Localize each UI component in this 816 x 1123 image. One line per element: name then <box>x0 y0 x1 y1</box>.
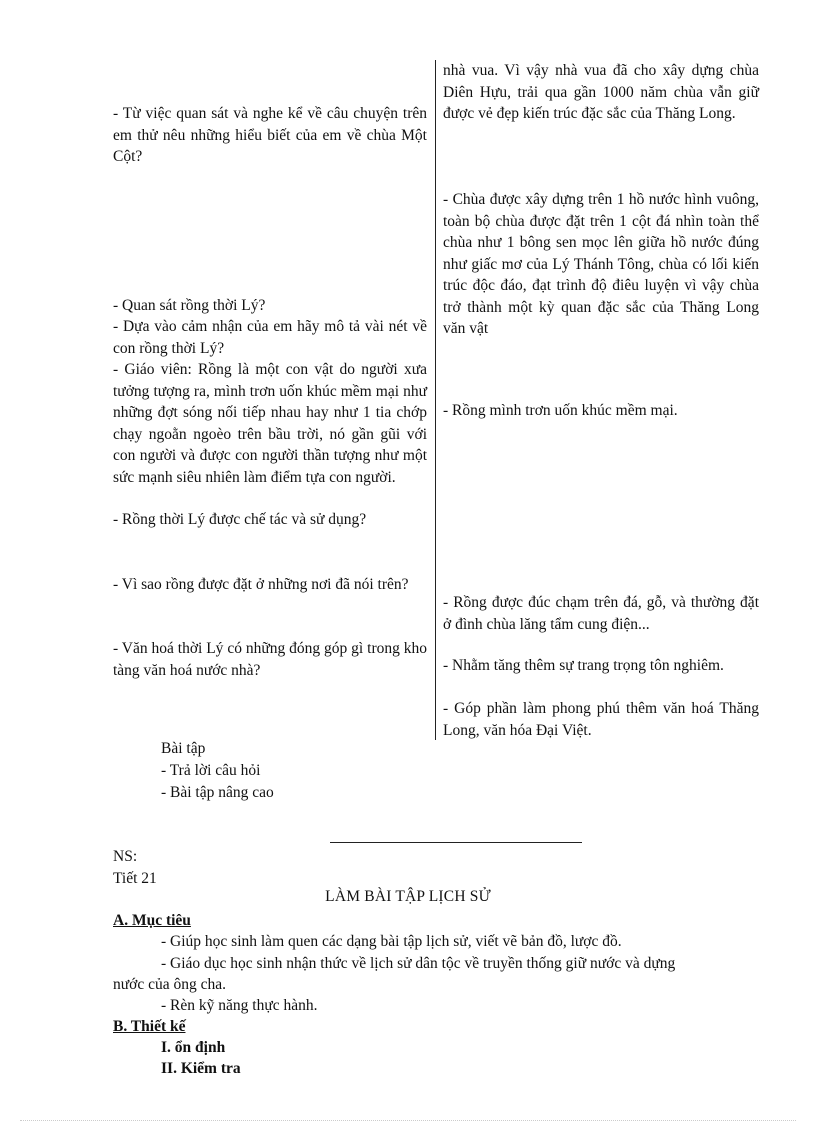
section-b-heading: B. Thiết kế <box>113 1018 186 1035</box>
answer-dien-huu-pagoda: nhà vua. Vì vậy nhà vua đã cho xây dựng chùa Diên Hựu, trải qua gần 1000 năm chùa vẫn giữ được vẻ đẹp kiến trúc đặc sắc của Thăng Long. <box>443 62 759 122</box>
column-divider <box>435 60 436 740</box>
question-dragon-usage: - Rồng thời Lý được chế tác và sử dụng? <box>113 511 367 528</box>
objective-3: - Rèn kỹ năng thực hành. <box>161 997 318 1014</box>
page-bottom-edge <box>20 1120 796 1121</box>
objective-2-line-2: nước của ông cha. <box>113 976 226 993</box>
answer-dragon-carving: - Rồng được đúc chạm trên đá, gỗ, và thường đặt ở đình chùa lăng tẩm cung điện... <box>443 594 759 633</box>
design-step-1: I. ổn định <box>161 1039 226 1056</box>
objective-2-line-1: - Giáo dục học sinh nhận thức về lịch sử dân tộc về truyền thống giữ nước và dựng <box>161 955 676 972</box>
ns-label: NS: <box>113 848 138 865</box>
answer-culture-contribution: - Góp phần làm phong phú thêm văn hoá Thăng Long, văn hóa Đại Việt. <box>443 700 759 739</box>
lesson-title: LÀM BÀI TẬP LỊCH SỬ <box>325 888 491 905</box>
question-ly-culture: - Văn hoá thời Lý có những đóng góp gì trong kho tàng văn hoá nước nhà? <box>113 640 427 679</box>
exercise-item-answer: - Trả lời câu hỏi <box>161 762 261 779</box>
teacher-note-dragon: - Giáo viên: Rồng là một con vật do người xưa tưởng tượng ra, mình trơn uốn khúc mềm mại như những đợt sóng nối tiếp nhau hay như 1 tia chớp chạy ngoằn ngoèo trên bầu trời, nó gần gũi với con người và được con người thần tượng như một sức mạnh siêu nhiên làm điểm tựa con người. <box>113 361 427 486</box>
exercise-item-advanced: - Bài tập nâng cao <box>161 784 274 801</box>
question-observe-dragon: - Quan sát rồng thời Lý? <box>113 297 266 314</box>
question-describe-dragon: - Dựa vào cảm nhận của em hãy mô tả vài nét về con rồng thời Lý? <box>113 318 427 357</box>
design-step-2: II. Kiểm tra <box>161 1060 241 1077</box>
section-a-heading: A. Mục tiêu <box>113 912 191 929</box>
answer-solemnity: - Nhằm tăng thêm sự trang trọng tôn nghiêm. <box>443 657 724 674</box>
answer-pagoda-architecture: - Chùa được xây dựng trên 1 hồ nước hình vuông, toàn bộ chùa được đặt trên 1 cột đá nhìn toàn thể chùa như 1 bông sen mọc lên giữa hồ nước đúng như giấc mơ của Lý Thánh Tông, chùa có lối kiến trúc độc đáo, đạt trình độ điêu luyện vì vậy chùa trở thành một kỳ quan đặc sắc của Thăng Long văn vật <box>443 191 759 337</box>
exercise-title: Bài tập <box>161 740 206 757</box>
objective-1: - Giúp học sinh làm quen các dạng bài tập lịch sử, viết vẽ bản đồ, lược đồ. <box>161 933 622 950</box>
question-one-pillar-pagoda: - Từ việc quan sát và nghe kể về câu chuyện trên em thử nêu những hiểu biết của em về chùa Một Cột? <box>113 105 427 165</box>
period-label: Tiết 21 <box>113 870 157 887</box>
answer-dragon-body: - Rồng mình trơn uốn khúc mềm mại. <box>443 402 678 419</box>
section-separator <box>330 842 582 843</box>
question-why-dragon-placement: - Vì sao rồng được đặt ở những nơi đã nói trên? <box>113 576 409 593</box>
